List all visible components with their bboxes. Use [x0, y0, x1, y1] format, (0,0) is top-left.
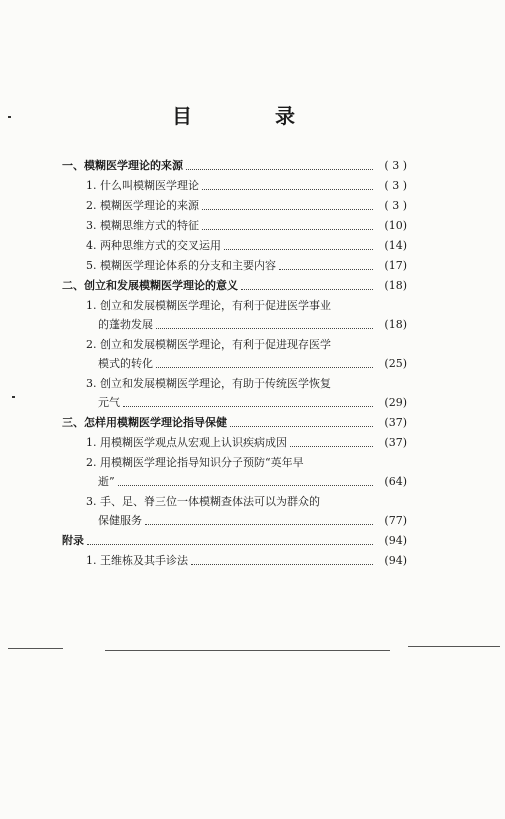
toc-entry-text: 三、怎样用模糊医学理论指导保健 [62, 416, 230, 429]
scan-mark [12, 396, 15, 398]
toc-page-number: (17) [373, 256, 407, 276]
toc-page-number: (18) [373, 315, 407, 335]
toc-entry [62, 216, 407, 236]
toc-section [62, 413, 407, 433]
toc-section [62, 156, 407, 176]
toc-page-number: (25) [373, 354, 407, 374]
dot-leader [118, 485, 373, 486]
dot-leader [290, 446, 373, 447]
toc-entry [62, 393, 407, 413]
toc-page-number: ( 3 ) [373, 176, 407, 196]
dot-leader [202, 209, 373, 210]
toc-page-number: (77) [373, 511, 407, 531]
toc-entry-text: 一、模糊医学理论的来源 [62, 159, 186, 172]
toc-entry [62, 256, 407, 276]
dot-leader [224, 249, 373, 250]
dot-leader [156, 328, 373, 329]
dot-leader [279, 269, 373, 270]
toc-entry-text: 3. 创立和发展模糊医学理论，有助于传统医学恢复 [86, 377, 334, 390]
dot-leader [186, 169, 373, 170]
table-of-contents [62, 156, 407, 571]
dot-leader [191, 564, 373, 565]
dot-leader [145, 524, 373, 525]
toc-entry-text: 附录 [62, 534, 87, 547]
scan-mark [8, 116, 11, 118]
toc-section [62, 276, 407, 296]
toc-page-number: ( 3 ) [373, 156, 407, 176]
toc-entry-text: 2. 用模糊医学理论指导知识分子预防“英年早 [86, 456, 307, 469]
toc-page-number: (14) [373, 236, 407, 256]
toc-entry [62, 374, 407, 394]
toc-entry-text: 3. 模糊思维方式的特征 [86, 219, 202, 232]
scan-rule-left [8, 648, 63, 649]
page-title: 目 录 [172, 104, 333, 128]
toc-entry-text: 的蓬勃发展 [98, 318, 156, 331]
toc-entry-text: 保健服务 [98, 514, 145, 527]
scan-rule-right [408, 646, 500, 647]
toc-entry-text: 模式的转化 [98, 357, 156, 370]
toc-entry-text: 逝” [98, 475, 118, 488]
scan-rule-center [105, 650, 390, 651]
toc-section [62, 531, 407, 551]
toc-entry [62, 472, 407, 492]
toc-entry-text: 5. 模糊医学理论体系的分支和主要内容 [86, 259, 279, 272]
toc-page-number: (37) [373, 413, 407, 433]
toc-entry-text: 1. 创立和发展模糊医学理论，有利于促进医学事业 [86, 299, 334, 312]
toc-entry [62, 453, 407, 473]
toc-entry [62, 511, 407, 531]
toc-entry [62, 296, 407, 316]
toc-page-number: (64) [373, 472, 407, 492]
toc-page-number: (29) [373, 393, 407, 413]
toc-page-number: (94) [373, 551, 407, 571]
toc-page-number: (10) [373, 216, 407, 236]
toc-entry [62, 492, 407, 512]
toc-entry-text: 4. 两种思维方式的交叉运用 [86, 239, 224, 252]
toc-entry-text: 1. 什么叫模糊医学理论 [86, 179, 202, 192]
dot-leader [87, 544, 373, 545]
toc-entry-text: 元气 [98, 396, 123, 409]
toc-page-number: (37) [373, 433, 407, 453]
toc-page-number: (94) [373, 531, 407, 551]
toc-entry-text: 2. 模糊医学理论的来源 [86, 199, 202, 212]
dot-leader [156, 367, 373, 368]
dot-leader [202, 229, 373, 230]
toc-entry [62, 236, 407, 256]
dot-leader [230, 426, 373, 427]
toc-entry [62, 335, 407, 355]
toc-entry-text: 1. 王维栋及其手诊法 [86, 554, 191, 567]
toc-entry [62, 551, 407, 571]
toc-entry-text: 3. 手、足、脊三位一体模糊查体法可以为群众的 [86, 495, 323, 508]
toc-entry [62, 433, 407, 453]
toc-page-number: ( 3 ) [373, 196, 407, 216]
toc-entry [62, 196, 407, 216]
toc-entry-text: 1. 用模糊医学观点从宏观上认识疾病成因 [86, 436, 290, 449]
dot-leader [241, 289, 373, 290]
dot-leader [202, 189, 373, 190]
toc-page-number: (18) [373, 276, 407, 296]
toc-entry [62, 315, 407, 335]
toc-entry [62, 176, 407, 196]
toc-entry-text: 二、创立和发展模糊医学理论的意义 [62, 279, 241, 292]
dot-leader [123, 406, 373, 407]
toc-entry-text: 2. 创立和发展模糊医学理论，有利于促进现存医学 [86, 338, 334, 351]
toc-entry [62, 354, 407, 374]
